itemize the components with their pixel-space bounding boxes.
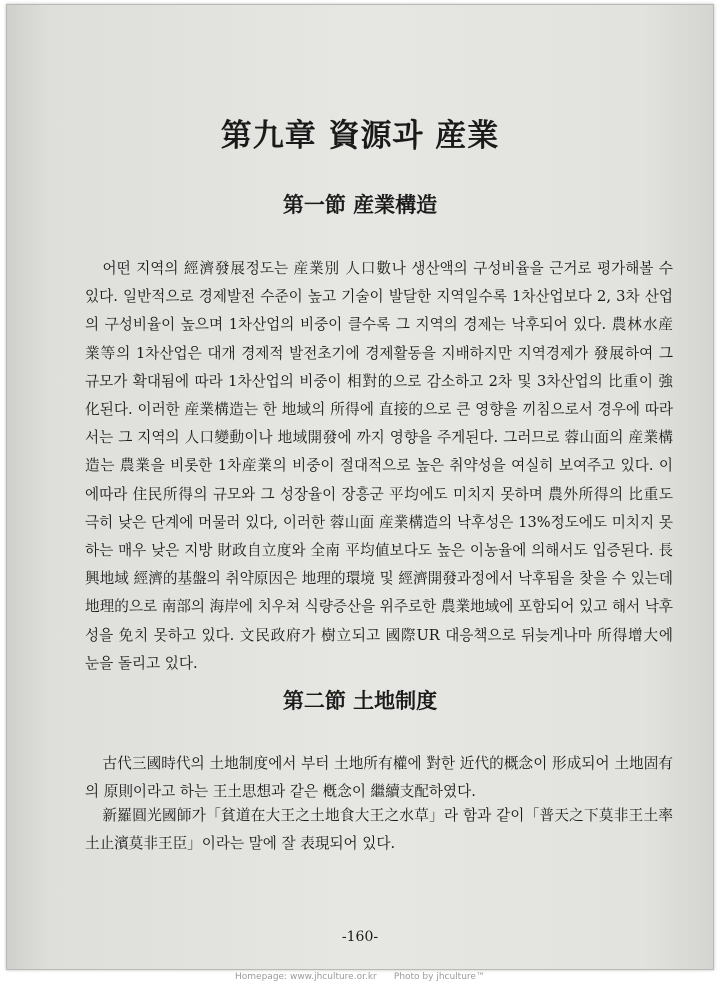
scanned-page (6, 4, 714, 970)
section-title-land-system: 第二節 土地制度 (282, 688, 438, 713)
page-number: -160- (341, 929, 379, 945)
section-title-industrial-structure: 第一節 産業構造 (282, 192, 438, 217)
paragraph-industrial-structure: 어떤 지역의 經濟發展정도는 産業別 人口數나 생산액의 구성비율을 근거로 평가해볼 수 있다. 일반적으로 경제발전 수준이 높고 기술이 발달한 지역일수록 1차산업보다 2, 3차 산업의 구성비율이 높으며 1차산업의 비중이 클수록 그 지역의 경제는 낙후되어 있다. 農林水産業等의 1차산업은 대개 경제적 발전초기에 경제활동을 지배하지만 지역경제가 發展하여 그 규모가 확대됨에 따라 1차산업의 비중이 相對的으로 감소하고 2차 및 3차산업의 比重이 強化된다. 이러한 産業構造는 한 地域의 所得에 直接的으로 큰 영향을 끼침으로서 경우에 따라서는 그 지역의 人口變動이나 地域開發에 까지 영향을 주게된다. 그러므로 蓉山面의 産業構造는 農業을 비롯한 1차産業의 비중이 절대적으로 높은 취약성을 여실히 보여주고 있다. 이에따라 住民所得의 규모와 그 성장율이 장흥군 平均에도 미치지 못하며 農外所得의 比重도 극히 낮은 단계에 머물러 있다, 이러한 蓉山面 産業構造의 낙후성은 13%정도에도 미치지 못하는 매우 낮은 지방 財政自立度와 全南 平均値보다도 높은 이농율에 의해서도 입증된다. 長興地域 經濟的基盤의 취약原因은 地理的環境 및 經濟開發과정에서 낙후됨을 찾을 수 있는데 地理的으로 南部의 海岸에 치우쳐 식량증산을 위주로한 農業地域에 포함되어 있고 해서 낙후성을 免치 못하고 있다. 文民政府가 樹立되고 國際UR 대응책으로 뒤늦게나마 所得增大에 눈을 돌리고 있다. (85, 260, 673, 672)
paragraph-land-system-2: 新羅圓光國師가「貧道在大王之土地食大王之水草」라 함과 같이「普天之下莫非王土率土止濱莫非王臣」이라는 말에 잘 表現되어 있다. (85, 807, 673, 853)
photo-credit-footer: Homepage: www.jhculture.or.kr Photo by jhculture™ (235, 972, 485, 982)
chapter-title: 第九章 資源과 産業 (220, 118, 500, 154)
paragraph-land-system-1: 古代三國時代의 土地制度에서 부터 土地所有權에 對한 近代的概念이 形成되어 土地固有의 原則이라고 하는 王土思想과 같은 槪念이 繼續支配하였다. (85, 755, 673, 801)
